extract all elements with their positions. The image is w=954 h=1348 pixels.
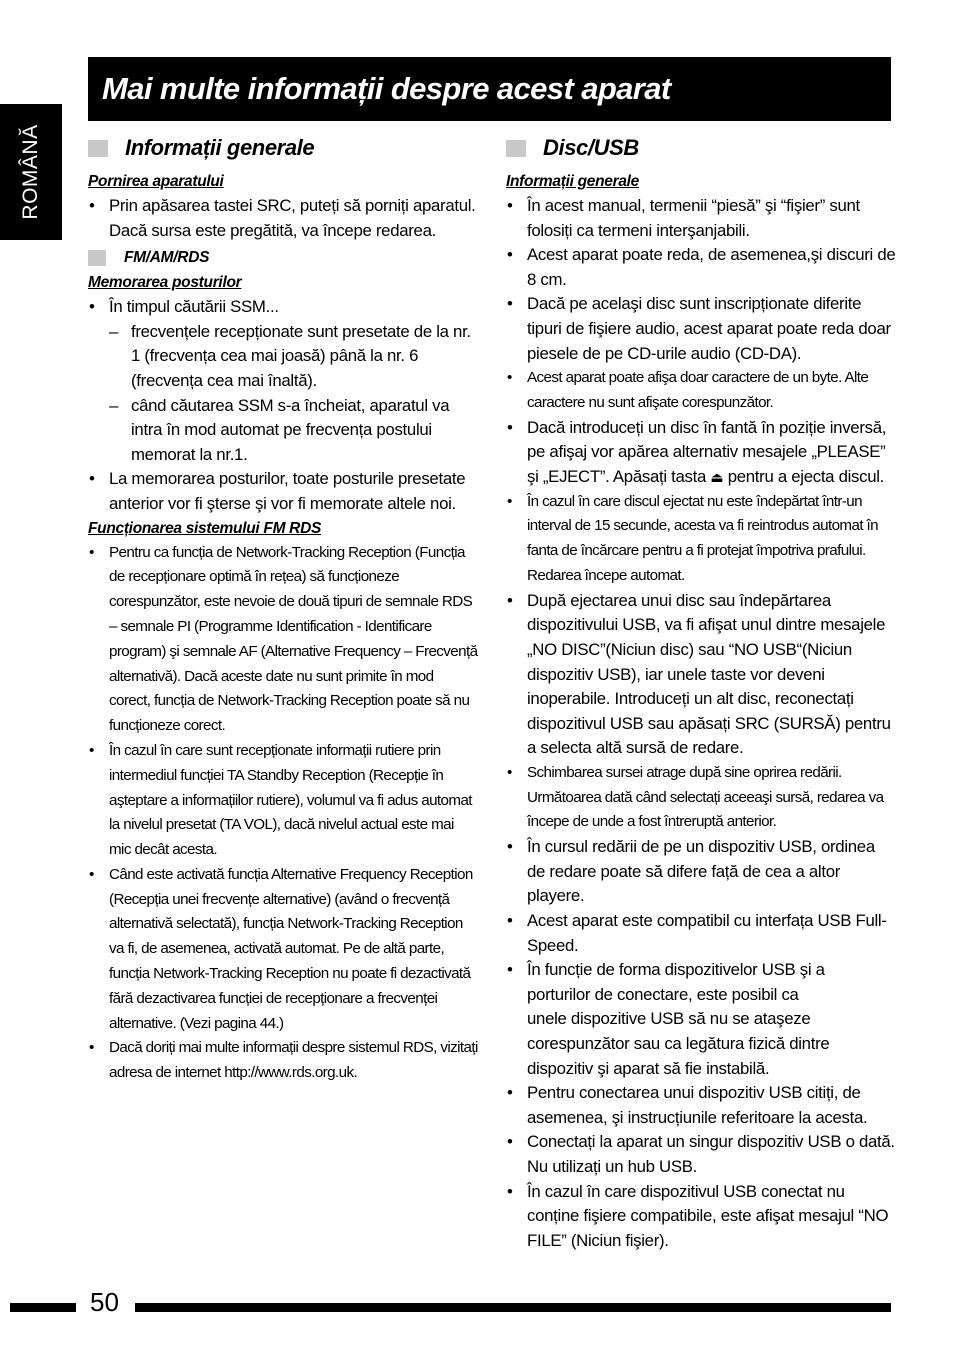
section-heading-disc-usb <box>506 134 896 162</box>
list-item: • Când este activată funcția Alternative Frequency Reception (Recepția unei frecvențe alternative) (având o frecvență alternativă selectată), funcția Network-Tracking Reception va fi, de asemenea, activată automat. Pe de altă parte, funcția Network-Tracking Reception nu poate fi dezactivată fără dezactivarea funcției de recepționare a frecvenței alternative. (Vezi pagina 44.) <box>88 863 478 1037</box>
list-item-text: • În timpul căutării SSM... <box>109 297 279 317</box>
list-item: • Acest aparat este compatibil cu interfața USB Full-Speed. <box>506 909 896 958</box>
list-item-text: Dacă introduceți un disc în fantă în poziție inversă, pe afişaj vor apărea alternativ mesajele „PLEASE” şi „EJECT”. Apăsați tasta <box>527 417 887 486</box>
dash-list <box>109 320 478 468</box>
list-item: • În cazul în care dispozitivul USB conectat nu conține fişiere compatibile, este afişat mesajul “NO FILE” (Niciun fişier). <box>506 1180 896 1254</box>
bullet-list <box>506 194 896 1253</box>
list-item: • Conectați la aparat un singur dispozitiv USB o dată. Nu utilizați un hub USB. <box>506 1130 896 1179</box>
subsection-heading-fm <box>88 245 478 271</box>
subheading-pornirea: Pornirea aparatului <box>88 173 224 190</box>
list-item: • Pentru conectarea unui dispozitiv USB citiți, de asemenea, şi instrucțiunile referitoare la acesta. <box>506 1081 896 1130</box>
page-title: Mai multe informații despre acest aparat <box>102 71 671 106</box>
section-square-icon <box>88 250 106 266</box>
list-item: • În acest manual, termenii “piesă” şi “fişier” sunt folosiți ca termeni interşanjabili. <box>506 194 896 243</box>
page-number: 50 <box>90 1287 119 1317</box>
subheading-info: Informații generale <box>506 173 639 190</box>
list-item: • Pentru ca funcția de Network-Tracking Reception (Funcția de recepționare optimă în rețea) să funcționeze corespunzător, este nevoie de două tipuri de semnale RDS – semnale PI (Programme Identification - Identificare program) şi semnale AF (Alternative Frequency – Frecvență alternativă). Dacă aceste date nu sunt primite în mod corect, funcția de Network-Tracking Reception poate să nu funcționeze corect. <box>88 541 478 739</box>
list-item: • În cazul în care discul ejectat nu este îndepărtat într-un interval de 15 secunde, acesta va fi reintrodus automat în fanta de încărcare pentru a fi protejat împotriva prafului. Redarea începe automat. <box>506 490 896 589</box>
bullet-list <box>88 541 478 1087</box>
list-item <box>506 416 896 490</box>
list-item: • Acest aparat poate reda, de asemenea,şi discuri de 8 cm. <box>506 243 896 292</box>
list-item: • În cazul în care sunt recepționate informații rutiere prin intermediul funcției TA Standby Reception (Recepție în aşteptare a informațiilor rutiere), volumul va fi adus automat la nivelul presetat (TA VOL), dacă nivelul actual este mai mic decât acesta. <box>88 739 478 863</box>
list-item: • În funcție de forma dispozitivelor USB şi a porturilor de conectare, este posibil ca unele dispozitive USB să nu se ataşeze corespunzător sau ca legătura fizică dintre dispozitiv şi aparat să fie instabilă. <box>506 958 896 1081</box>
language-tab-label: ROMÂNĂ <box>19 124 42 220</box>
subheading-memorare: Memorarea posturilor <box>88 274 242 292</box>
footer-rule-left <box>10 1303 76 1312</box>
section-square-icon <box>88 140 108 157</box>
eject-icon: ⏏ <box>710 468 724 485</box>
bullet-list <box>88 194 478 243</box>
list-item: • La memorarea posturilor, toate posturile presetate anterior vor fi şterse şi vor fi memorate altele noi. <box>88 467 478 516</box>
section-heading-general <box>88 134 478 162</box>
list-item-text: pentru a ejecta discul. <box>723 466 885 486</box>
bullet-list <box>88 295 478 516</box>
section-square-icon <box>506 140 526 157</box>
section-title: Informații generale <box>125 134 315 160</box>
list-item: • Prin apăsarea tastei SRC, puteți să porniți aparatul. Dacă sursa este pregătită, va începe redarea. <box>88 194 478 243</box>
dash-item: – când căutarea SSM s-a încheiat, aparatul va intra în mod automat pe frecvența postului memorat la nr.1. <box>109 394 478 468</box>
list-item: • Dacă pe acelaşi disc sunt inscripționate diferite tipuri de fişiere audio, acest aparat poate reda doar piesele de pe CD-urile audio (CD-DA). <box>506 292 896 366</box>
page-title-bar <box>88 57 891 121</box>
list-item: • În cursul redării de pe un dispozitiv USB, ordinea de redare poate să difere față de cea a altor playere. <box>506 835 896 909</box>
list-item: • Acest aparat poate afişa doar caractere de un byte. Alte caractere nu sunt afişate corespunzător. <box>506 366 896 416</box>
list-item: • Schimbarea sursei atrage după sine oprirea redării. Următoarea dată când selectați aceeaşi sursă, redarea va începe de unde a fost întreruptă anterior. <box>506 761 896 835</box>
right-column <box>506 134 896 1253</box>
language-tab <box>0 104 62 240</box>
subheading-rds: Funcționarea sistemului FM RDS <box>88 519 322 537</box>
list-item <box>88 295 478 467</box>
dash-item: – frecvențele recepționate sunt presetate de la nr. 1 (frecvența cea mai joasă) până la nr. 6 (frecvența cea mai înaltă). <box>109 320 478 394</box>
section-title: Disc/USB <box>543 134 639 160</box>
footer-rule-right <box>135 1303 891 1312</box>
list-item: • Dacă doriți mai multe informații despre sistemul RDS, vizitați adresa de internet http://www.rds.org.uk. <box>88 1036 478 1086</box>
list-item: • După ejectarea unui disc sau îndepărtarea dispozitivului USB, va fi afişat unul dintre mesajele „NO DISC”(Niciun disc) sau “NO USB“(Niciun dispozitiv USB), iar unele taste vor deveni inoperabile. Introduceți un alt disc, reconectați dispozitivul USB sau apăsați SRC (SURSĂ) pentru a selecta altă sursă de redare. <box>506 589 896 761</box>
left-column <box>88 134 478 1086</box>
subsection-title: FM/AM/RDS <box>124 248 210 266</box>
